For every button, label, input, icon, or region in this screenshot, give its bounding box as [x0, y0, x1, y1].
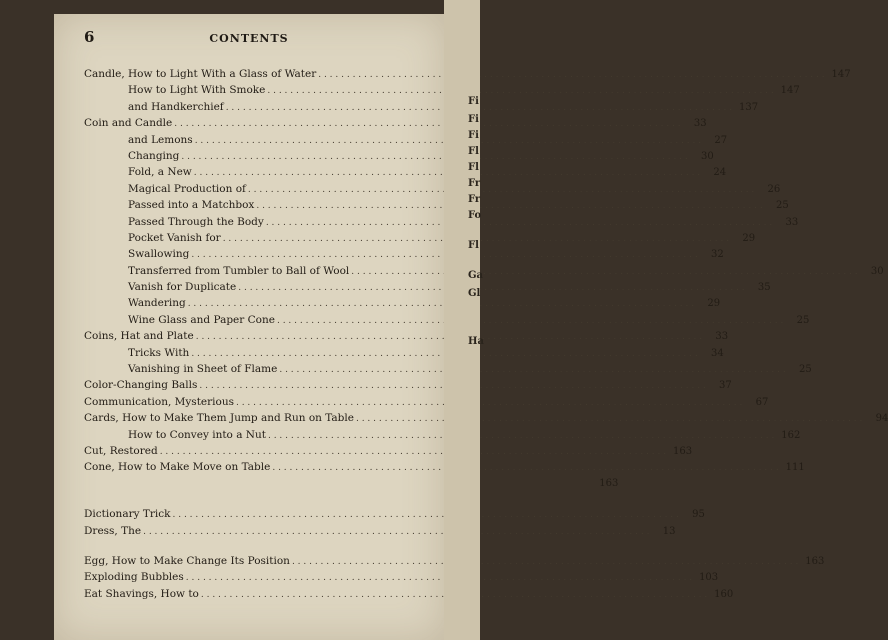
entry-page-number: 67 — [755, 396, 769, 408]
edge-text-fragment: Fl — [468, 162, 479, 173]
entry-label: Vanishing in Sheet of Flame — [128, 363, 278, 376]
edge-text-fragment: Fl — [468, 240, 479, 251]
contents-subentry — [84, 427, 801, 443]
entry-page-number: 26 — [767, 183, 781, 195]
entry-label: Pocket Vanish for — [128, 231, 221, 244]
contents-entry — [84, 586, 734, 602]
dot-leader — [272, 460, 778, 476]
entry-page-number: 32 — [710, 249, 724, 261]
contents-entry — [84, 569, 719, 585]
dot-leader — [277, 313, 783, 329]
contents-entry — [84, 377, 732, 393]
entry-label: Egg, How to Make Change Its Position — [84, 554, 290, 567]
entry-page-number: 30 — [870, 265, 884, 277]
contents-entry — [84, 523, 676, 539]
entry-label: Eat Shavings, How to — [84, 587, 199, 600]
entry-label: Changing — [128, 149, 180, 162]
section-gap — [84, 539, 429, 553]
contents-entry — [84, 66, 851, 82]
entry-page-number: 25 — [775, 200, 789, 212]
contents-subentry — [84, 82, 800, 98]
entry-page-number: 103 — [699, 572, 719, 584]
edge-text-fragment: Ha — [468, 336, 484, 347]
entry-label: Coin and Candle — [84, 117, 173, 130]
contents-subentry — [84, 345, 724, 361]
entry-label: Cut, Restored — [84, 444, 158, 457]
entry-page-number: 27 — [714, 134, 728, 146]
entry-label: Wandering — [128, 297, 186, 310]
entry-label: Magical Production of — [128, 182, 246, 195]
dot-leader — [188, 296, 694, 312]
section-gap — [84, 492, 429, 506]
entry-page-number: 33 — [693, 118, 707, 130]
entry-page-number: 24 — [713, 167, 727, 179]
entry-page-number: 163 — [599, 477, 619, 489]
contents-entry — [84, 443, 693, 459]
entry-page-number: 160 — [714, 588, 734, 600]
contents-subentry — [84, 312, 810, 328]
edge-text-fragment: Fi — [468, 96, 479, 107]
edge-text-fragment: Fo — [468, 210, 482, 221]
dot-leader — [248, 182, 754, 198]
entry-page-number: 34 — [710, 347, 724, 359]
entry-label: Exploding Bubbles — [84, 571, 184, 584]
dot-leader — [356, 411, 862, 427]
dot-leader — [173, 507, 679, 523]
entry-label: and Handkerchief — [128, 100, 224, 113]
entry-page-number: 30 — [701, 150, 714, 162]
edge-text-fragment: Fi — [468, 130, 479, 141]
entry-label: Passed into a Matchbox — [128, 199, 255, 212]
entry-page-number: 95 — [692, 509, 705, 521]
contents-subentry — [84, 246, 724, 262]
entry-page-number: 37 — [719, 380, 732, 392]
entry-page-number: 94 — [875, 413, 888, 425]
dot-leader — [174, 116, 680, 132]
entry-page-number: 25 — [796, 314, 810, 326]
entry-page-number: 33 — [715, 331, 729, 343]
entry-label: Swallowing — [128, 248, 190, 261]
entry-label: Cone, How to Make Move on Table — [84, 461, 271, 474]
dot-leader — [181, 149, 687, 165]
entry-label: Color-Changing Balls — [84, 379, 198, 392]
entry-label: Communication, Mysterious — [84, 395, 234, 408]
entry-label: Coins, Hat and Plate — [84, 330, 194, 343]
entry-page-number: 35 — [757, 282, 771, 294]
entry-label: Tricks With — [128, 346, 190, 359]
dot-leader — [143, 524, 649, 540]
edge-text-fragment: Gl — [468, 288, 481, 299]
contents-subentry — [84, 295, 721, 311]
contents-entry — [84, 410, 888, 426]
entry-label: and Lemons — [128, 133, 193, 146]
entry-label: Fold, a New — [128, 166, 192, 179]
entry-label: How to Light With Smoke — [128, 84, 266, 97]
entry-page-number: 29 — [707, 298, 721, 310]
entry-page-number: 111 — [785, 462, 805, 474]
entry-page-number: 137 — [738, 101, 759, 113]
dot-leader — [186, 570, 692, 586]
edge-text-fragment: Fl — [468, 146, 479, 157]
page-header: CONTENTS — [209, 32, 289, 45]
dot-leader — [160, 444, 666, 460]
contents-entry — [84, 476, 619, 492]
contents-entry — [84, 506, 705, 522]
entry-page-number: 25 — [799, 364, 812, 376]
contents-entry — [84, 394, 769, 410]
dot-leader — [318, 67, 824, 83]
entry-label: Wine Glass and Paper Cone — [128, 313, 275, 326]
contents-subentry — [84, 361, 812, 377]
page-number: 6 — [84, 28, 95, 46]
entry-label: Dress, The — [84, 524, 142, 537]
dot-leader — [268, 428, 774, 444]
dot-leader — [238, 280, 744, 296]
dot-leader — [292, 554, 798, 570]
dot-leader — [279, 362, 785, 378]
dot-leader — [236, 395, 742, 411]
entry-page-number: 162 — [781, 429, 801, 441]
adjacent-page-edge — [444, 0, 484, 640]
entry-label: Transferred from Tumbler to Ball of Wool — [128, 264, 350, 277]
entry-page-number: 147 — [831, 69, 851, 80]
edge-text-fragment: Fr — [468, 178, 481, 189]
entry-label: Candle, How to Light With a Glass of Water — [84, 68, 317, 80]
edge-text-fragment: Fr — [468, 194, 481, 205]
contents-entry — [84, 553, 825, 569]
entry-page-number: 163 — [805, 555, 825, 567]
entry-label: Vanish for Duplicate — [128, 281, 237, 294]
entry-label: Dictionary Trick — [84, 508, 171, 521]
dot-leader — [351, 264, 857, 280]
entry-page-number: 13 — [662, 525, 676, 537]
entry-label: How to Convey into a Nut — [128, 428, 266, 441]
dot-leader — [266, 215, 772, 231]
entry-page-number: 29 — [742, 232, 756, 244]
contents-entry — [84, 459, 805, 475]
entry-page-number: 147 — [780, 85, 800, 97]
dot-leader — [267, 83, 773, 99]
entry-label: Cards, How to Make Them Jump and Run on Table — [84, 412, 354, 425]
entry-page-number: 33 — [785, 216, 799, 228]
edge-text-fragment: Ga — [468, 270, 484, 281]
edge-text-fragment: Fi — [468, 114, 479, 125]
dot-leader — [256, 198, 762, 214]
entry-label: Passed Through the Body — [128, 215, 264, 228]
entry-page-number: 163 — [672, 445, 693, 457]
contents-entry — [84, 328, 729, 344]
